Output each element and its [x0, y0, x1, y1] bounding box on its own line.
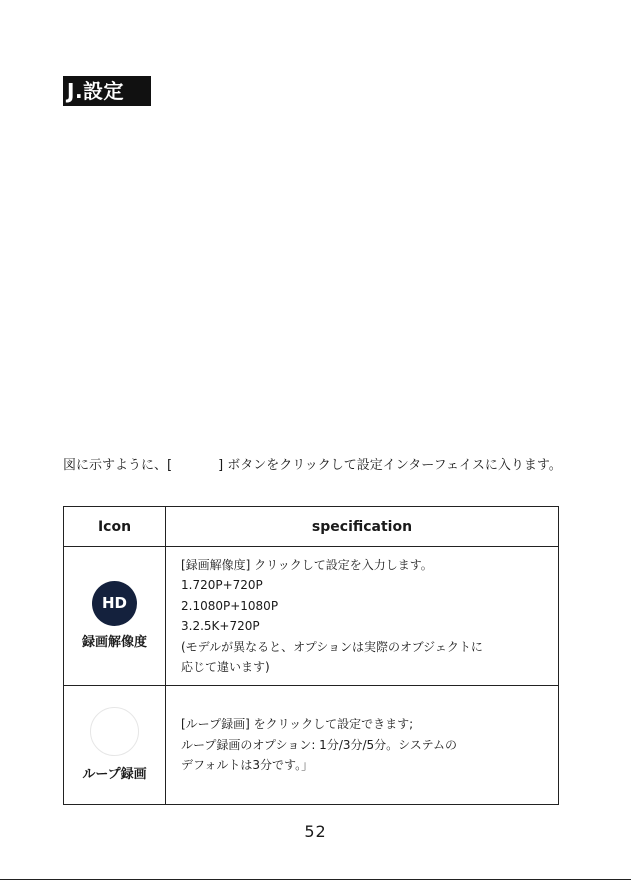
- description-line: 3.2.5K+720P: [181, 619, 260, 633]
- icon-cell: [64, 547, 166, 686]
- description-line: [ループ録画] をクリックして設定できます;: [181, 717, 414, 732]
- description-line: ループ録画のオプション: 1分/3分/5分。システムの: [181, 737, 457, 752]
- intro-paragraph: [63, 456, 563, 476]
- table-row-recording-resolution: [64, 547, 559, 686]
- recording-resolution-label: 録画解像度: [81, 634, 147, 650]
- description-line: 1.720P+720P: [181, 578, 263, 592]
- description-line: 2.1080P+1080P: [181, 598, 279, 613]
- header-icon: Icon: [64, 507, 166, 547]
- bottom-divider: [0, 879, 631, 880]
- description-line: デフォルトは3分です。」: [181, 758, 314, 773]
- description-cell: [166, 547, 559, 686]
- loop-recording-label: ループ録画: [82, 766, 147, 782]
- table-row-loop-recording: [64, 686, 559, 805]
- hd-icon: HD: [92, 581, 137, 626]
- description-line: 応じて違います): [181, 660, 270, 674]
- description-line: (モデルが異なると、オプションは実際のオブジェクトに: [181, 639, 483, 654]
- description-line: [録画解像度] クリックして設定を入力します。: [181, 557, 433, 572]
- section-title: J.設定: [63, 76, 151, 106]
- loop-recording-icon: [90, 707, 139, 756]
- description-cell: [166, 686, 559, 805]
- intro-text-before: 図に示すように、[: [63, 458, 173, 473]
- header-specification: specification: [166, 507, 559, 547]
- page-number: 52: [304, 822, 327, 841]
- table-header-row: [64, 507, 559, 547]
- intro-text-after: ] ボタンをクリックして設定インターフェイスに入ります。: [218, 458, 562, 473]
- settings-spec-table: [63, 506, 559, 805]
- icon-cell: [64, 686, 166, 805]
